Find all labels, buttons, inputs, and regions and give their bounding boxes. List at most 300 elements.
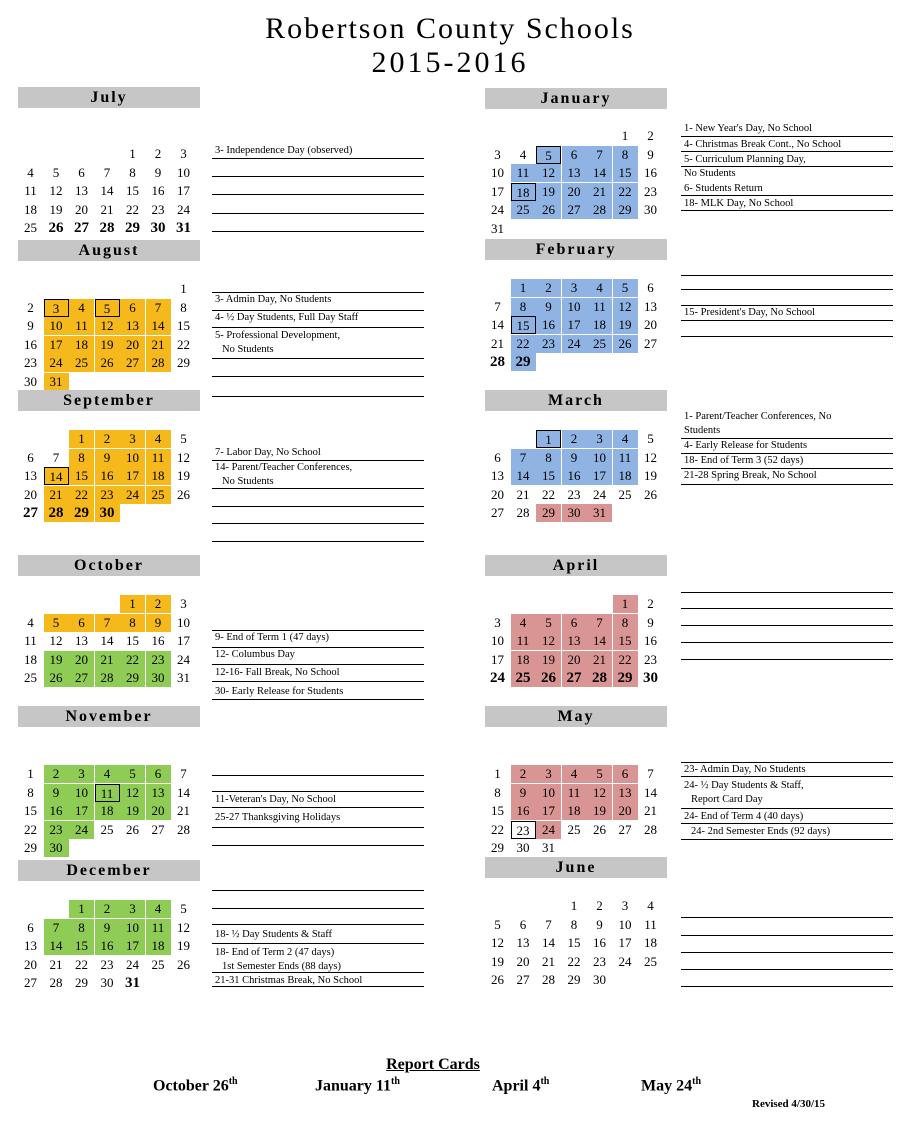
note-rule — [212, 791, 424, 792]
calendar-day: 12 — [644, 449, 657, 465]
calendar-day: 11 — [511, 632, 536, 650]
calendar-day: 29 — [120, 669, 145, 687]
note-text: 15- President's Day, No School — [684, 307, 815, 318]
calendar-day: 14 — [177, 784, 190, 800]
calendar-day: 24 — [536, 821, 561, 839]
report-card-date — [315, 1076, 400, 1095]
calendar-day: 5 — [587, 765, 612, 783]
calendar-day: 20 — [613, 802, 638, 820]
calendar-day: 10 — [491, 165, 504, 180]
calendar-day: 22 — [126, 201, 139, 217]
note-rule — [681, 151, 893, 152]
calendar-day: 25 — [567, 821, 581, 837]
note-rule — [212, 664, 424, 665]
calendar-day: 27 — [516, 972, 530, 987]
calendar-day: 3 — [120, 900, 145, 918]
calendar-day: 16 — [24, 336, 37, 352]
calendar-day: 28 — [49, 975, 63, 990]
note-rule — [212, 775, 424, 776]
note-text: 5- Professional Development, — [215, 330, 341, 341]
calendar-day: 24 — [126, 956, 139, 972]
calendar-day: 16 — [593, 935, 606, 950]
month-february — [485, 239, 667, 389]
note-rule — [681, 986, 893, 987]
calendar-day: 25 — [146, 486, 171, 504]
note-text: 1st Semester Ends (88 days) — [222, 961, 341, 972]
calendar-day: 31 — [587, 504, 612, 522]
calendar-day: 11 — [69, 317, 94, 335]
note-text: 4- Christmas Break Cont., No School — [684, 139, 842, 150]
calendar-day: 8 — [511, 298, 536, 316]
calendar-day: 3 — [180, 596, 187, 611]
calendar-day: 20 — [146, 802, 171, 820]
calendar-day: 23 — [593, 953, 606, 969]
note-rule — [212, 827, 424, 828]
report-card-date-label: October 26 — [153, 1077, 229, 1095]
calendar-day: 12 — [491, 935, 504, 950]
calendar-day: 10 — [177, 164, 190, 180]
calendar-day: 10 — [177, 614, 190, 630]
calendar-day: 1 — [621, 128, 629, 143]
calendar-day: 28 — [95, 669, 120, 687]
calendar-day: 3 — [44, 299, 69, 317]
calendar-day: 8 — [613, 614, 638, 632]
calendar-day: 17 — [120, 937, 145, 955]
note-text: 1- Parent/Teacher Conferences, No — [684, 411, 832, 422]
calendar-day: 27 — [24, 975, 37, 990]
calendar-day: 19 — [644, 468, 657, 483]
calendar-day: 10 — [120, 449, 145, 467]
calendar-day: 4 — [587, 279, 612, 297]
month-july — [18, 87, 200, 237]
month-header: April — [485, 555, 667, 576]
calendar-day: 31 — [491, 220, 504, 236]
note-rule — [212, 231, 424, 232]
note-text: No Students — [684, 168, 736, 179]
calendar-day: 3 — [562, 279, 587, 297]
calendar-day: 23 — [146, 651, 171, 669]
month-january — [485, 88, 667, 238]
calendar-day: 8 — [129, 164, 136, 180]
calendar-day: 22 — [69, 486, 94, 504]
calendar-day: 9 — [146, 614, 171, 632]
calendar-day: 5 — [180, 431, 187, 446]
calendar-day: 6 — [27, 919, 34, 935]
calendar-day: 1 — [511, 279, 536, 297]
calendar-day: 29 — [536, 504, 561, 522]
note-rule — [681, 195, 893, 196]
calendar-day: 27 — [151, 821, 165, 837]
report-card-date-suffix: th — [540, 1076, 550, 1087]
note-text: 4- ½ Day Students, Full Day Staff — [215, 312, 359, 323]
calendar-day: 17 — [69, 802, 94, 820]
calendar-day: 29 — [125, 220, 140, 236]
calendar-day: 11 — [24, 633, 37, 648]
calendar-day: 26 — [126, 821, 139, 837]
calendar-day: 13 — [146, 784, 171, 802]
calendar-day: 5 — [494, 916, 501, 932]
calendar-day: 22 — [542, 486, 555, 502]
calendar-day: 17 — [44, 336, 69, 354]
calendar-day: 14 — [542, 935, 555, 950]
note-text: No Students — [222, 344, 274, 355]
calendar-day: 5 — [180, 901, 187, 916]
calendar-day: 4 — [647, 898, 654, 913]
month-november — [18, 706, 200, 856]
calendar-day: 22 — [613, 651, 638, 669]
calendar-day: 21 — [44, 486, 69, 504]
note-text: 6- Students Return — [684, 183, 763, 194]
calendar-day: 6 — [613, 765, 638, 783]
month-header: June — [485, 857, 667, 878]
calendar-day: 2 — [536, 279, 561, 297]
note-rule — [681, 275, 893, 276]
calendar-day: 20 — [516, 953, 530, 969]
calendar-day: 6 — [519, 916, 527, 932]
calendar-day: 12 — [49, 183, 63, 198]
calendar-day: 17 — [618, 935, 632, 950]
calendar-day: 7 — [494, 298, 501, 314]
month-header: May — [485, 706, 667, 727]
month-october — [18, 555, 200, 705]
calendar-day: 8 — [570, 916, 578, 932]
calendar-day: 28 — [644, 821, 657, 837]
calendar-day: 1 — [69, 430, 94, 448]
calendar-day: 23 — [511, 821, 536, 839]
calendar-day: 22 — [613, 183, 638, 201]
calendar-day: 15 — [536, 467, 561, 485]
calendar-day: 26 — [177, 956, 190, 972]
calendar-day: 11 — [24, 183, 37, 198]
calendar-day: 11 — [95, 784, 120, 802]
calendar-day: 2 — [95, 430, 120, 448]
note-rule — [212, 358, 424, 359]
calendar-day: 16 — [151, 183, 165, 198]
calendar-day: 11 — [562, 784, 587, 802]
calendar-day: 18 — [146, 937, 171, 955]
calendar-day: 21 — [516, 486, 530, 502]
calendar-day: 25 — [151, 956, 165, 972]
calendar-day: 23 — [644, 651, 657, 667]
calendar-day: 25 — [24, 670, 37, 685]
note-rule — [212, 213, 424, 214]
calendar-day: 17 — [587, 467, 612, 485]
calendar-day: 7 — [146, 299, 171, 317]
calendar-day: 1 — [120, 595, 145, 613]
calendar-day: 28 — [542, 972, 555, 987]
calendar-day: 31 — [125, 975, 140, 991]
calendar-day: 4 — [27, 614, 34, 630]
calendar-day: 9 — [562, 449, 587, 467]
note-rule — [212, 541, 424, 542]
note-text: 21-28 Spring Break, No School — [684, 470, 817, 481]
calendar-day: 10 — [44, 317, 69, 335]
calendar-day: 12 — [587, 784, 612, 802]
note-text: 18- End of Term 2 (47 days) — [215, 947, 335, 958]
calendar-day: 12 — [49, 633, 63, 648]
calendar-day: 8 — [120, 614, 145, 632]
note-rule — [212, 396, 424, 397]
calendar-day: 15 — [69, 467, 94, 485]
calendar-day: 19 — [613, 316, 638, 334]
calendar-day: 10 — [491, 633, 504, 648]
note-rule — [212, 681, 424, 682]
calendar-day: 11 — [146, 449, 171, 467]
calendar-day: 20 — [69, 651, 94, 669]
calendar-day: 7 — [52, 449, 60, 465]
calendar-day: 20 — [75, 201, 88, 217]
calendar-day: 31 — [44, 373, 69, 391]
calendar-day: 8 — [69, 449, 94, 467]
calendar-day: 22 — [511, 335, 536, 353]
month-june — [485, 857, 667, 1007]
calendar-day: 26 — [613, 335, 638, 353]
calendar-day: 2 — [146, 595, 171, 613]
calendar-day: 18 — [24, 201, 37, 217]
calendar-day: 7 — [647, 766, 654, 781]
calendar-day: 16 — [151, 633, 165, 648]
calendar-day: 16 — [644, 165, 657, 180]
note-text: 7- Labor Day, No School — [215, 447, 321, 458]
calendar-day: 16 — [44, 802, 69, 820]
calendar-day: 18 — [511, 651, 536, 669]
calendar-day: 20 — [491, 486, 504, 502]
calendar-day: 20 — [24, 486, 37, 502]
calendar-day: 29 — [177, 355, 190, 370]
calendar-day: 13 — [613, 784, 638, 802]
calendar-day: 30 — [44, 839, 69, 857]
calendar-day: 12 — [120, 784, 145, 802]
calendar-day: 7 — [545, 916, 552, 932]
calendar-day: 27 — [23, 505, 38, 521]
calendar-day: 17 — [120, 467, 145, 485]
calendar-day: 27 — [562, 201, 587, 219]
note-rule — [212, 924, 424, 925]
calendar-day: 20 — [24, 956, 37, 972]
note-rule — [212, 807, 424, 808]
calendar-day: 5 — [613, 279, 638, 297]
calendar-day: 20 — [562, 183, 587, 201]
calendar-day: 9 — [44, 784, 69, 802]
calendar-day: 20 — [120, 336, 145, 354]
note-text: Report Card Day — [691, 794, 763, 805]
calendar-day: 14 — [587, 164, 612, 182]
calendar-day: 26 — [177, 486, 190, 502]
calendar-day: 29 — [613, 201, 638, 219]
calendar-day: 23 — [536, 335, 561, 353]
calendar-day: 24 — [120, 486, 145, 504]
month-header: March — [485, 390, 667, 411]
calendar-day: 25 — [618, 486, 632, 502]
calendar-day: 6 — [78, 164, 85, 180]
calendar-day: 3 — [494, 146, 501, 162]
calendar-day: 24 — [69, 821, 94, 839]
report-card-date — [492, 1076, 549, 1095]
calendar-day: 23 — [151, 201, 165, 217]
calendar-day: 27 — [120, 354, 145, 372]
calendar-day: 3 — [69, 765, 94, 783]
note-text: 5- Curriculum Planning Day, — [684, 154, 806, 165]
calendar-day: 23 — [24, 355, 37, 370]
calendar-day: 12 — [95, 317, 120, 335]
calendar-day: 13 — [491, 468, 504, 483]
calendar-day: 29 — [491, 840, 504, 855]
calendar-day: 12 — [613, 298, 638, 316]
note-text: Students — [684, 425, 721, 436]
calendar-day: 10 — [536, 784, 561, 802]
note-text: 14- Parent/Teacher Conferences, — [215, 462, 353, 473]
calendar-day: 14 — [587, 632, 612, 650]
calendar-day: 5 — [536, 146, 561, 164]
note-rule — [681, 289, 893, 290]
calendar-day: 27 — [562, 669, 587, 687]
calendar-day: 25 — [511, 669, 536, 687]
note-text: 12-16- Fall Break, No School — [215, 667, 340, 678]
note-rule — [681, 935, 893, 936]
calendar-day: 15 — [613, 632, 638, 650]
calendar-day: 21 — [95, 651, 120, 669]
note-rule — [681, 642, 893, 643]
calendar-day: 21 — [644, 803, 657, 818]
calendar-day: 2 — [511, 765, 536, 783]
calendar-day: 26 — [95, 354, 120, 372]
calendar-day: 30 — [643, 670, 658, 686]
note-rule — [212, 158, 424, 159]
calendar-day: 13 — [644, 298, 657, 314]
calendar-day: 7 — [180, 766, 187, 781]
calendar-day: 28 — [99, 220, 115, 236]
note-text: 3- Independence Day (observed) — [215, 145, 353, 156]
calendar-day: 15 — [613, 164, 638, 182]
calendar-day: 4 — [146, 430, 171, 448]
calendar-day: 9 — [27, 318, 34, 333]
calendar-day: 10 — [562, 298, 587, 316]
note-rule — [681, 210, 893, 211]
calendar-day: 1 — [494, 766, 501, 781]
report-card-date-label: May 24 — [641, 1077, 693, 1095]
calendar-day: 13 — [562, 164, 587, 182]
calendar-day: 14 — [100, 183, 114, 198]
calendar-day: 31 — [176, 220, 191, 236]
calendar-day: 6 — [146, 765, 171, 783]
calendar-day: 17 — [536, 802, 561, 820]
calendar-day: 30 — [100, 975, 114, 990]
calendar-day: 13 — [75, 633, 88, 648]
note-rule — [681, 625, 893, 626]
note-rule — [212, 523, 424, 524]
calendar-day: 8 — [27, 784, 34, 800]
calendar-day: 24 — [177, 201, 190, 217]
calendar-day: 23 — [95, 486, 120, 504]
note-rule — [681, 608, 893, 609]
note-rule — [212, 908, 424, 909]
calendar-day: 13 — [562, 632, 587, 650]
calendar-day: 21 — [177, 803, 190, 818]
calendar-day: 21 — [587, 651, 612, 669]
calendar-day: 5 — [647, 431, 654, 446]
calendar-day: 3 — [120, 430, 145, 448]
note-rule — [212, 376, 424, 377]
calendar-day: 2 — [596, 898, 603, 913]
calendar-day: 3 — [180, 146, 187, 161]
note-text: 4- Early Release for Students — [684, 440, 808, 451]
revised-date: Revised 4/30/15 — [752, 1098, 826, 1110]
calendar-day: 25 — [587, 335, 612, 353]
report-card-date — [153, 1076, 238, 1095]
month-december — [18, 860, 200, 1010]
calendar-day: 19 — [44, 651, 69, 669]
note-rule — [212, 506, 424, 507]
calendar-day: 27 — [644, 335, 657, 351]
report-cards-title: Report Cards — [386, 1056, 480, 1073]
calendar-day: 25 — [69, 354, 94, 372]
calendar-day: 14 — [146, 317, 171, 335]
calendar-day: 8 — [613, 146, 638, 164]
calendar-day: 18 — [613, 467, 638, 485]
calendar-day: 15 — [491, 803, 504, 818]
calendar-day: 18 — [511, 183, 536, 201]
calendar-day: 16 — [511, 802, 536, 820]
calendar-day: 24 — [593, 486, 606, 502]
note-text: 18- ½ Day Students & Staff — [215, 929, 333, 940]
calendar-day: 22 — [24, 821, 37, 837]
calendar-day: 31 — [177, 670, 190, 685]
calendar-day: 9 — [95, 919, 120, 937]
calendar-day: 1 — [613, 595, 638, 613]
calendar-day: 29 — [75, 975, 88, 990]
calendar-day: 5 — [536, 614, 561, 632]
note-rule — [681, 776, 893, 777]
calendar-day: 29 — [24, 840, 37, 855]
calendar-day: 20 — [644, 317, 657, 332]
calendar-day: 21 — [146, 336, 171, 354]
calendar-day: 14 — [644, 784, 657, 800]
calendar-day: 9 — [647, 146, 654, 162]
report-card-date-label: January 11 — [315, 1077, 392, 1095]
calendar-day: 18 — [95, 802, 120, 820]
note-rule — [681, 823, 893, 824]
calendar-day: 9 — [647, 614, 654, 630]
calendar-day: 18 — [69, 336, 94, 354]
calendar-day: 13 — [120, 317, 145, 335]
calendar-day: 25 — [644, 953, 657, 969]
calendar-day: 26 — [491, 972, 504, 987]
calendar-day: 8 — [494, 784, 501, 800]
report-card-date-suffix: th — [228, 1076, 238, 1087]
note-text: 24- End of Term 4 (40 days) — [684, 811, 804, 822]
month-may — [485, 706, 667, 856]
calendar-day: 25 — [511, 201, 536, 219]
calendar-day: 1 — [180, 281, 187, 296]
calendar-day: 12 — [536, 164, 561, 182]
calendar-day: 4 — [27, 164, 34, 180]
note-text: 1- New Year's Day, No School — [684, 123, 813, 134]
calendar-day: 6 — [69, 614, 94, 632]
calendar-day: 21 — [491, 335, 504, 351]
month-header: August — [18, 240, 200, 261]
note-rule — [212, 699, 424, 700]
note-text: No Students — [222, 476, 274, 487]
calendar-day: 2 — [95, 900, 120, 918]
calendar-day: 18 — [644, 935, 657, 950]
calendar-day: 18 — [562, 802, 587, 820]
calendar-day: 4 — [95, 765, 120, 783]
calendar-day: 15 — [69, 937, 94, 955]
calendar-day: 3 — [621, 898, 629, 913]
note-rule — [212, 845, 424, 846]
calendar-day: 22 — [120, 651, 145, 669]
month-header: September — [18, 390, 200, 411]
